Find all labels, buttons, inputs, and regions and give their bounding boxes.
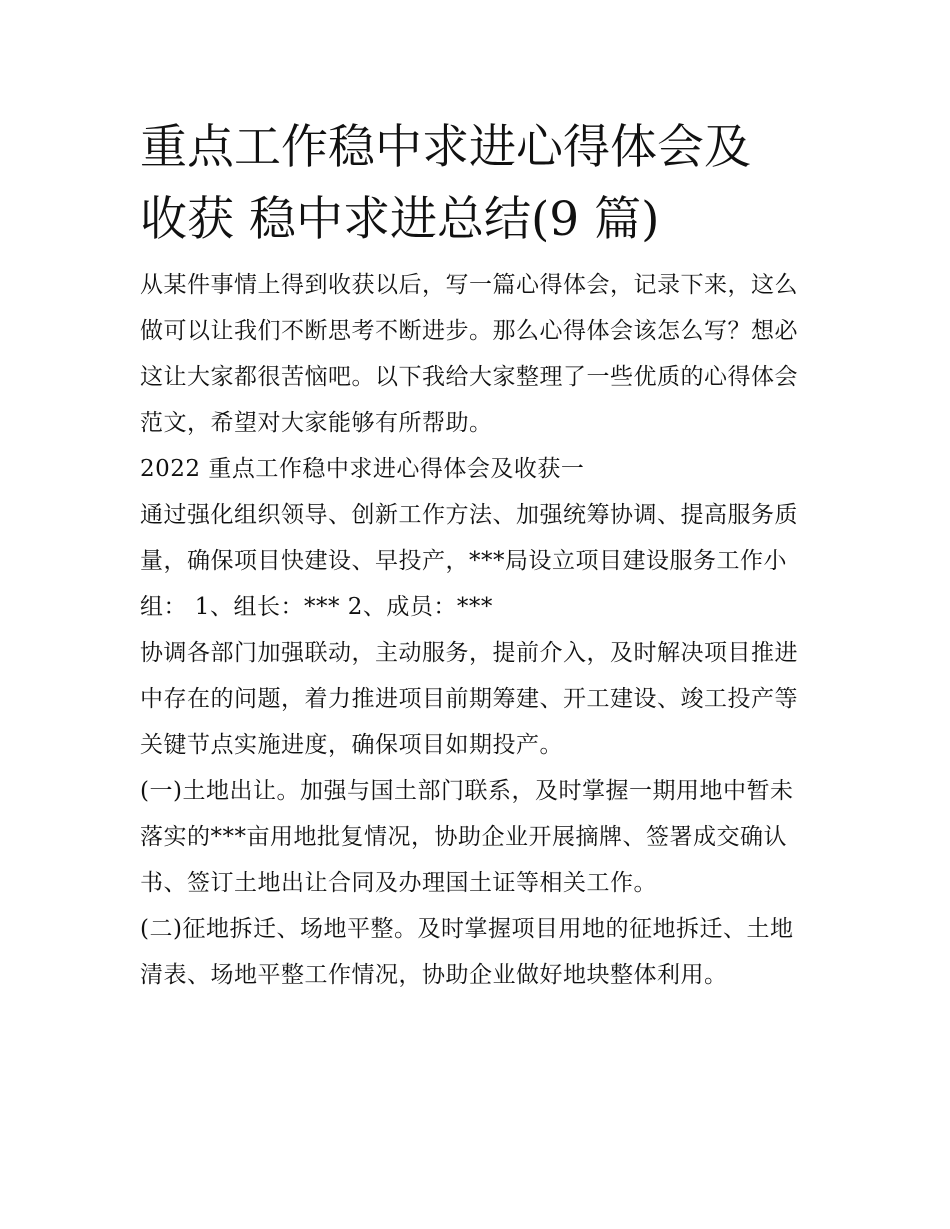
body-paragraph-3: (一)土地出让。加强与国土部门联系，及时掌握一期用地中暂未落实的***亩用地批复情况，协助企业开展摘牌、签署成交确认书、签订土地出让合同及办理国土证等相关工作。 bbox=[140, 778, 794, 896]
title-line-2: 收获 稳中求进总结(9 篇) bbox=[140, 192, 660, 247]
title-line-1: 重点工作稳中求进心得体会及 bbox=[140, 120, 751, 175]
document-page bbox=[140, 112, 815, 998]
body-paragraph-4: (二)征地拆迁、场地平整。及时掌握项目用地的征地拆迁、土地清表、场地平整工作情况，协助企业做好地块整体利用。 bbox=[140, 916, 794, 988]
document-title bbox=[140, 112, 815, 256]
body-paragraph-2: 协调各部门加强联动，主动服务，提前介入，及时解决项目推进中存在的问题，着力推进项目前期筹建、开工建设、竣工投产等关键节点实施进度，确保项目如期投产。 bbox=[140, 640, 798, 758]
body-paragraph-1: 通过强化组织领导、创新工作方法、加强统筹协调、提高服务质量，确保项目快建设、早投产，***局设立项目建设服务工作小组： 1、组长：*** 2、成员：*** bbox=[140, 502, 798, 620]
section-heading: 2022 重点工作稳中求进心得体会及收获一 bbox=[140, 456, 585, 482]
intro-paragraph: 从某件事情上得到收获以后，写一篇心得体会，记录下来，这么做可以让我们不断思考不断进步。那么心得体会该怎么写？想必这让大家都很苦恼吧。以下我给大家整理了一些优质的心得体会范文，希望对大家能够有所帮助。 bbox=[140, 272, 798, 436]
